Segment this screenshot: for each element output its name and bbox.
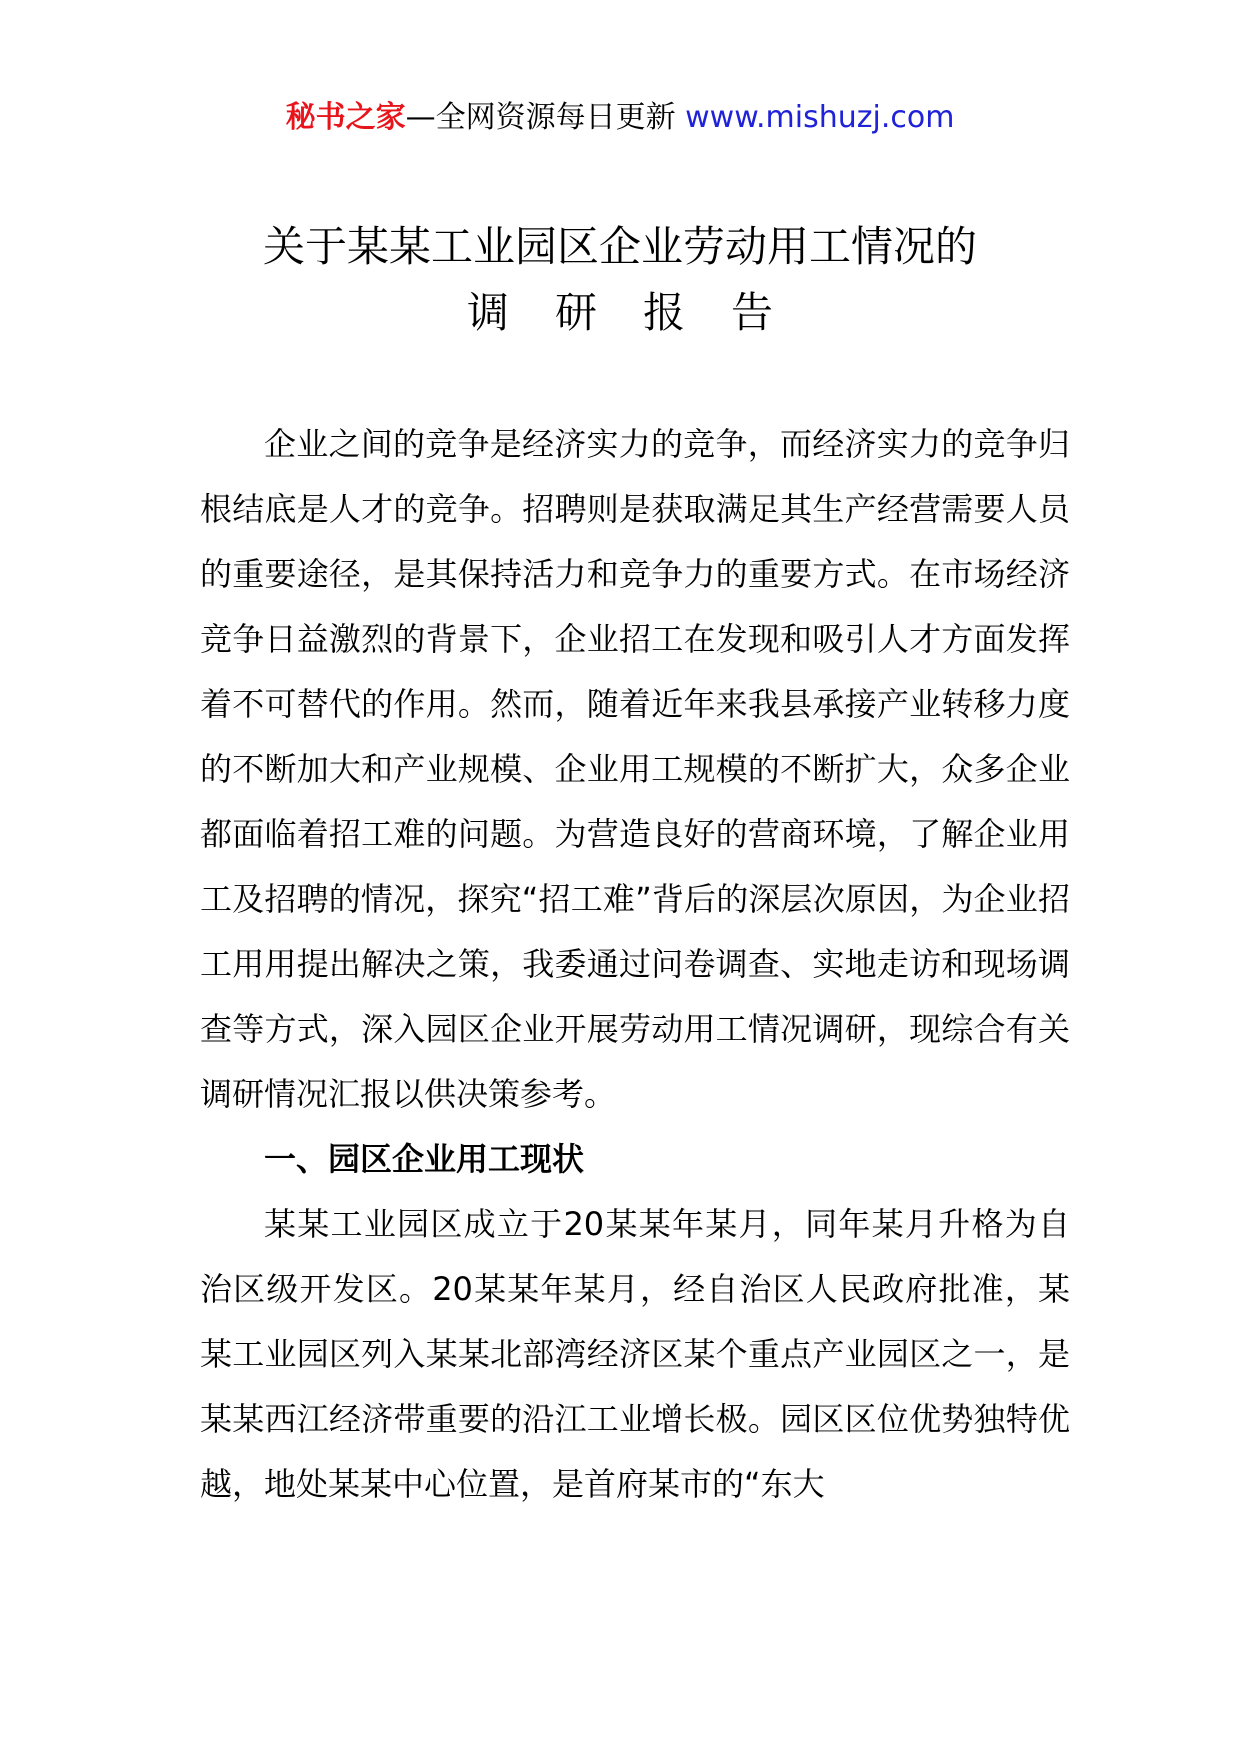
- header-tagline: —全网资源每日更新: [405, 100, 676, 135]
- section-heading-1: 一、园区企业用工现状: [264, 1140, 585, 1178]
- brand-name: 秘书之家: [285, 100, 406, 135]
- site-url-link[interactable]: www.mishuzj.com: [685, 100, 955, 135]
- body-paragraph-section-1: 某某工业园区成立于20某某年某月，同年某月升格为自治区级开发区。20某某年某月，经自治区人民政府批准，某某工业园区列入某某北部湾经济区某个重点产业园区之一，是某某西江经济带重要的沿江工业增长极。园区区位优势独特优越，地处某某中心位置，是首府某市的“东大: [200, 1205, 1070, 1503]
- document-title: [0, 214, 1240, 346]
- body-paragraph-intro: 企业之间的竞争是经济实力的竞争，而经济实力的竞争归根结底是人才的竞争。招聘则是获取满足其生产经营需要人员的重要途径，是其保持活力和竞争力的重要方式。在市场经济竞争日益激烈的背景下，企业招工在发现和吸引人才方面发挥着不可替代的作用。然而，随着近年来我县承接产业转移力度的不断加大和产业规模、企业用工规模的不断扩大，众多企业都面临着招工难的问题。为营造良好的营商环境，了解企业用工及招聘的情况，探究“招工难”背后的深层次原因，为企业招工用用提出解决之策，我委通过问卷调查、实地走访和现场调查等方式，深入园区企业开展劳动用工情况调研，现综合有关调研情况汇报以供决策参考。: [200, 425, 1070, 1113]
- site-header: [0, 98, 1240, 138]
- document-body: [200, 412, 1070, 1517]
- title-line-1: 关于某某工业园区企业劳动用工情况的: [262, 222, 977, 271]
- title-line-2: 调研报告: [466, 288, 819, 337]
